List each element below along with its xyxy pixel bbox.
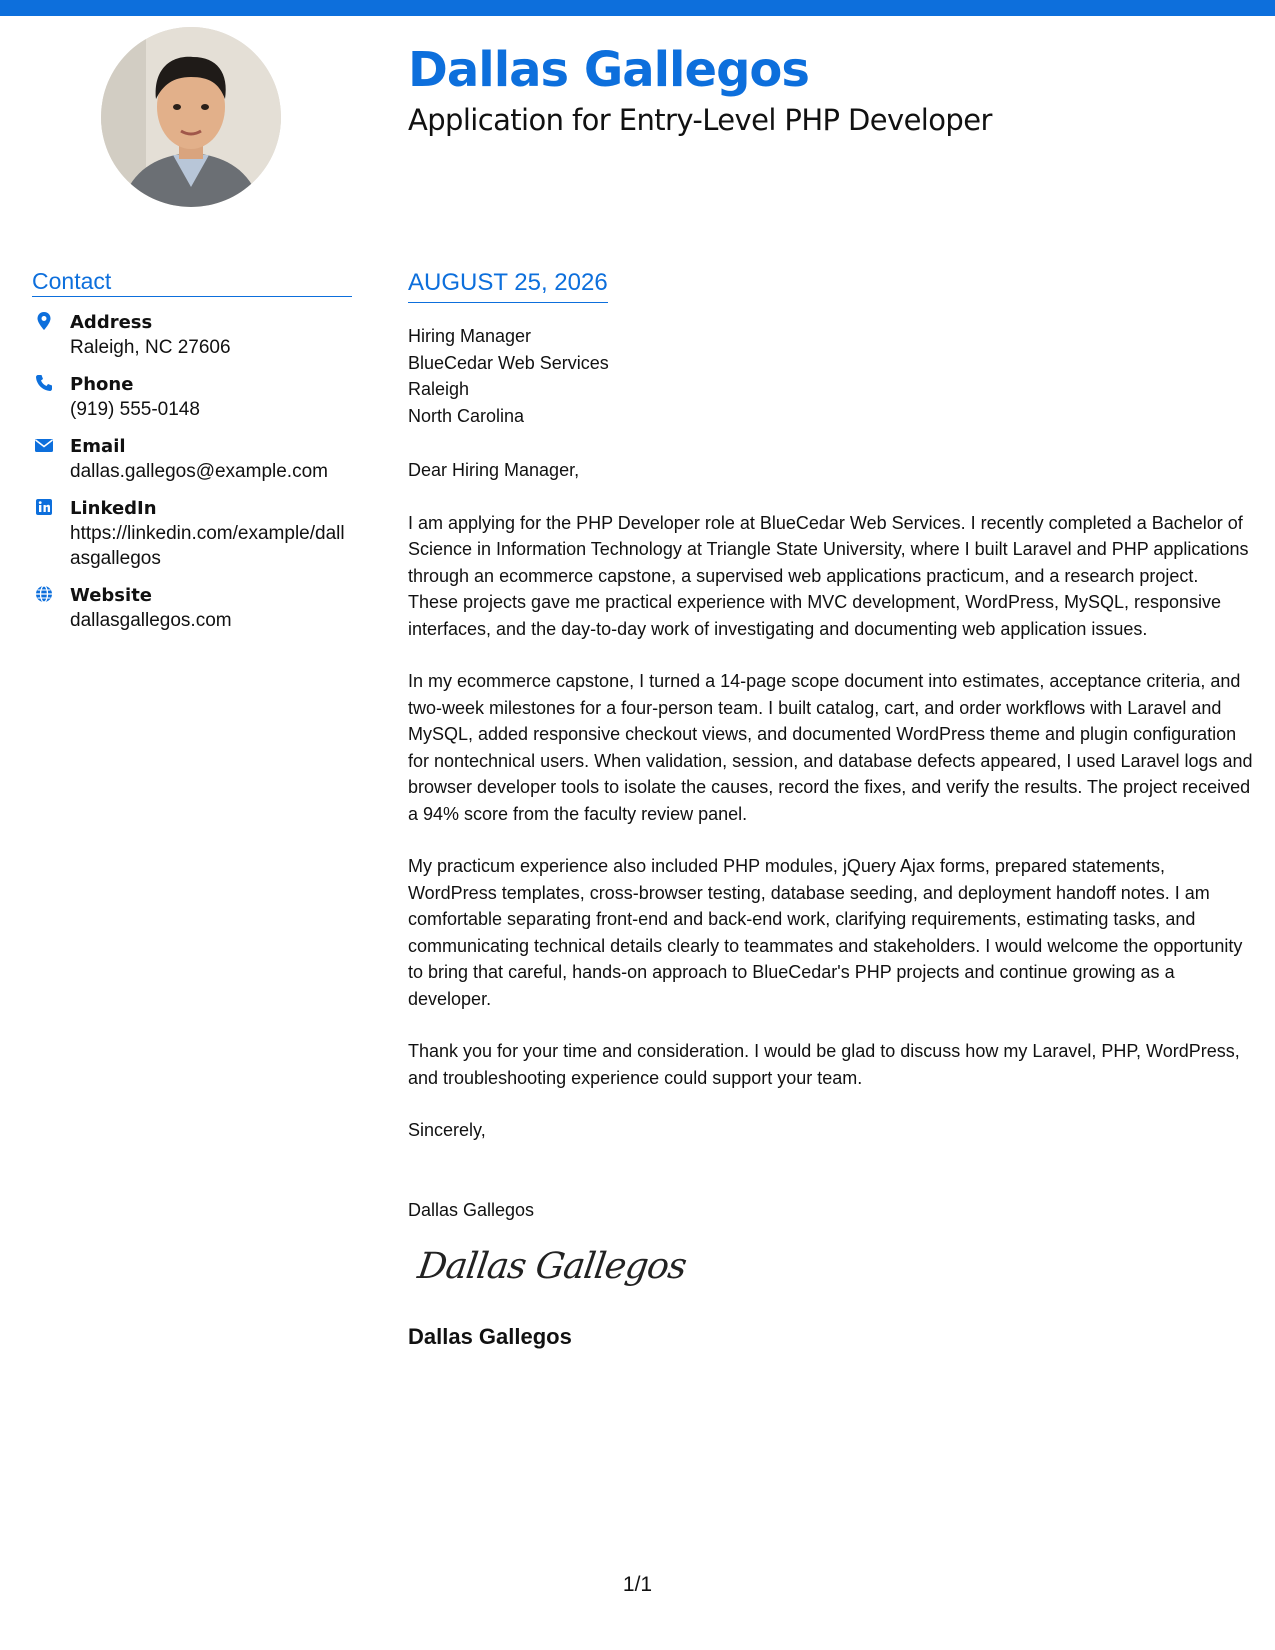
email-link[interactable]: dallas.gallegos@example.com	[70, 461, 328, 482]
contact-item-phone	[32, 373, 352, 422]
letter-body	[408, 268, 1253, 1351]
contact-list	[32, 311, 352, 633]
contact-item-linkedin	[32, 497, 352, 571]
linkedin-icon	[34, 497, 54, 517]
address-value: Raleigh, NC 27606	[70, 337, 231, 358]
body-paragraph: I am applying for the PHP Developer role at BlueCedar Web Services. I recently completed a Bachelor of Science in Information Technology at Triangle State University, where I built Laravel and PHP applications through an ecommerce capstone, a supervised web applications practicum, and a research project. These projects gave me practical experience with MVC development, WordPress, MySQL, responsive interfaces, and the day-to-day work of investigating and documenting web application issues.	[408, 512, 1249, 639]
recipient-block	[408, 323, 1253, 429]
recipient-line: North Carolina	[408, 405, 525, 426]
contact-label: Email	[70, 436, 126, 457]
contact-item-website	[32, 584, 352, 633]
signer-name: Dallas Gallegos	[408, 1199, 535, 1220]
body-paragraph: In my ecommerce capstone, I turned a 14-page scope document into estimates, acceptance criteria, and two-week milestones for a four-person team. I built catalog, cart, and order workflows with Laravel and MySQL, added responsive checkout views, and documented WordPress theme and plugin configuration for nontechnical users. When validation, session, and database defects appeared, I used Laravel logs and browser developer tools to isolate the causes, record the fixes, and verify the results. The project received a 94% score from the faculty review panel.	[408, 671, 1253, 824]
phone-icon	[34, 373, 54, 393]
contact-label: Phone	[70, 374, 134, 395]
body-paragraph: Thank you for your time and consideration. I would be glad to discuss how my Laravel, PHP, WordPress, and troubleshooting experience could support your team.	[408, 1041, 1240, 1088]
recipient-line: Raleigh	[408, 379, 470, 399]
salutation: Dear Hiring Manager,	[408, 460, 580, 480]
phone-value: (919) 555-0148	[70, 399, 200, 420]
applicant-name: Dallas Gallegos	[408, 42, 809, 98]
contact-label: Address	[70, 312, 153, 333]
contact-sidebar	[32, 268, 352, 646]
printed-name: Dallas Gallegos	[408, 1324, 572, 1349]
contact-heading: Contact	[32, 268, 352, 297]
body-paragraph: My practicum experience also included PHP modules, jQuery Ajax forms, prepared statements, WordPress templates, cross-browser testing, database seeding, and deployment handoff notes. I am comfortable separating front-end and back-end work, clarifying requirements, estimating tasks, and communicating technical details clearly to teammates and stakeholders. I would welcome the opportunity to bring that careful, hands-on approach to BlueCedar's PHP projects and continue growing as a developer.	[408, 856, 1243, 1009]
top-accent-bar	[0, 0, 1275, 16]
page-number: 1/1	[622, 1573, 653, 1596]
letter-date-wrap	[408, 268, 608, 303]
email-icon	[34, 435, 54, 455]
website-link[interactable]: dallasgallegos.com	[70, 610, 232, 631]
letter-date: AUGUST 25, 2026	[408, 269, 608, 296]
globe-icon	[34, 584, 54, 604]
application-title: Application for Entry-Level PHP Developer	[408, 103, 992, 137]
closing: Sincerely,	[408, 1120, 486, 1140]
contact-item-address	[32, 311, 352, 360]
profile-photo	[101, 27, 281, 207]
linkedin-link[interactable]: https://linkedin.com/example/dallasgallegos	[70, 523, 345, 569]
recipient-line: Hiring Manager	[408, 326, 532, 346]
contact-item-email	[32, 435, 352, 484]
handwritten-signature: Dallas Gallegos	[415, 1246, 689, 1287]
recipient-line: BlueCedar Web Services	[408, 352, 609, 373]
map-pin-icon	[34, 311, 54, 331]
contact-label: Website	[70, 585, 153, 606]
contact-label: LinkedIn	[70, 498, 157, 519]
